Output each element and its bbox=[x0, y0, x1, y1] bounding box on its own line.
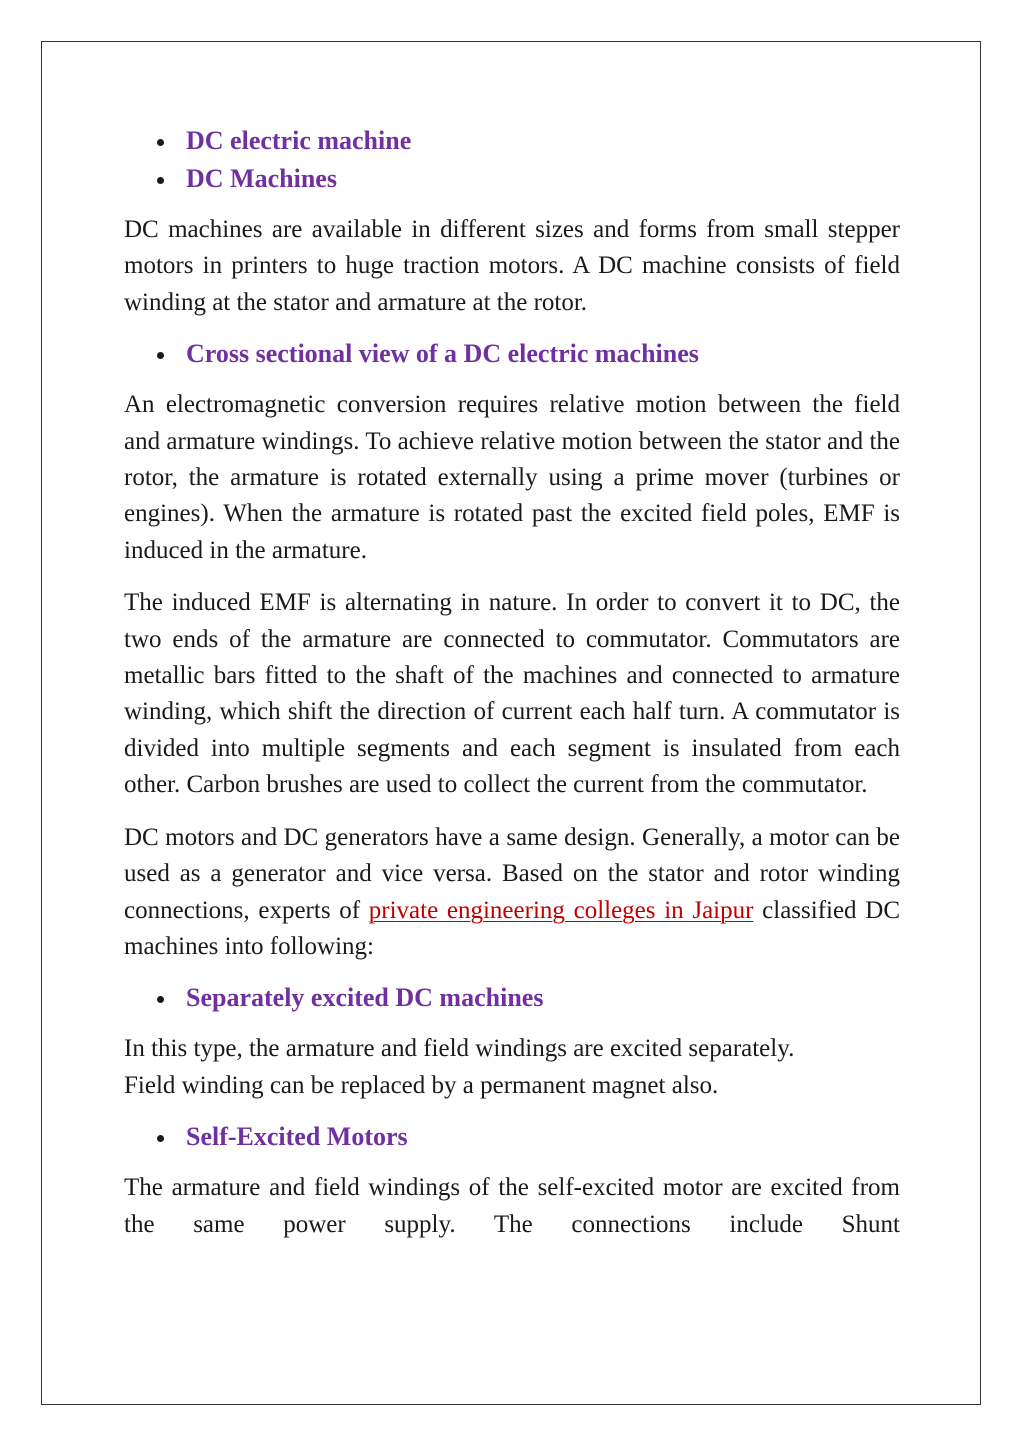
paragraph-self-excited: The armature and field windings of the self-excited motor are excited from the same power supply. The connections include Shunt bbox=[124, 1174, 900, 1238]
bullet-self-excited bbox=[124, 1118, 900, 1156]
paragraph-electromagnetic-conversion: An electromagnetic conversion requires relative motion between the field and armature windings. To achieve relative motion between the stator and the rotor, the armature is rotated externally using a prime mover (turbines or engines). When the armature is rotated past the excited field poles, EMF is induced in the armature. bbox=[124, 391, 900, 564]
colleges-link[interactable]: private engineering colleges in Jaipur bbox=[368, 896, 754, 924]
document-content bbox=[124, 122, 900, 1243]
self-excited-bullet-list bbox=[124, 1118, 900, 1156]
bullet-cross-sectional-view bbox=[124, 335, 900, 373]
bullet-dc-electric-machine bbox=[124, 122, 900, 160]
bullet-dot-icon bbox=[157, 996, 164, 1003]
paragraph-text: DC motors and DC generators have a same design. Generally, a motor can be used as a generator and vice versa. Based on the stator and rotor winding connections, experts of bbox=[124, 823, 900, 924]
paragraph-separately-excited bbox=[124, 1031, 900, 1104]
paragraph-motors-generators bbox=[124, 820, 900, 966]
bullet-dot-icon bbox=[157, 1135, 164, 1142]
bullet-label: Self-Excited Motors bbox=[186, 1122, 408, 1152]
bullet-dot-icon bbox=[157, 352, 164, 359]
paragraph-intro: DC machines are available in different sizes and forms from small stepper motors in printers to huge traction motors. A DC machine consists of field winding at the stator and armature at the rotor. bbox=[124, 216, 900, 316]
bullet-label: Cross sectional view of a DC electric machines bbox=[186, 339, 699, 369]
top-bullet-list bbox=[124, 122, 900, 198]
paragraph-text: classified DC machines into following: bbox=[124, 896, 900, 960]
bullet-label: DC electric machine bbox=[186, 126, 412, 155]
bullet-dot-icon bbox=[157, 177, 164, 184]
paragraph-line: Field winding can be replaced by a permanent magnet also. bbox=[124, 1071, 719, 1099]
bullet-dot-icon bbox=[157, 139, 164, 146]
paragraph-induced-emf: The induced EMF is alternating in nature. In order to convert it to DC, the two ends of the armature are connected to commutator. Commutators are metallic bars fitted to the shaft of the machines and connected to armature winding, which shift the direction of current each half turn. A commutator is divided into multiple segments and each segment is insulated from each other. Carbon brushes are used to collect the current from the commutator. bbox=[124, 589, 900, 799]
separately-excited-bullet-list bbox=[124, 979, 900, 1017]
bullet-label: DC Machines bbox=[186, 164, 337, 193]
paragraph-line: In this type, the armature and field windings are excited separately. bbox=[124, 1035, 795, 1063]
bullet-separately-excited bbox=[124, 979, 900, 1017]
cross-section-bullet-list bbox=[124, 335, 900, 373]
bullet-dc-machines bbox=[124, 160, 900, 198]
bullet-label: Separately excited DC machines bbox=[186, 983, 544, 1013]
